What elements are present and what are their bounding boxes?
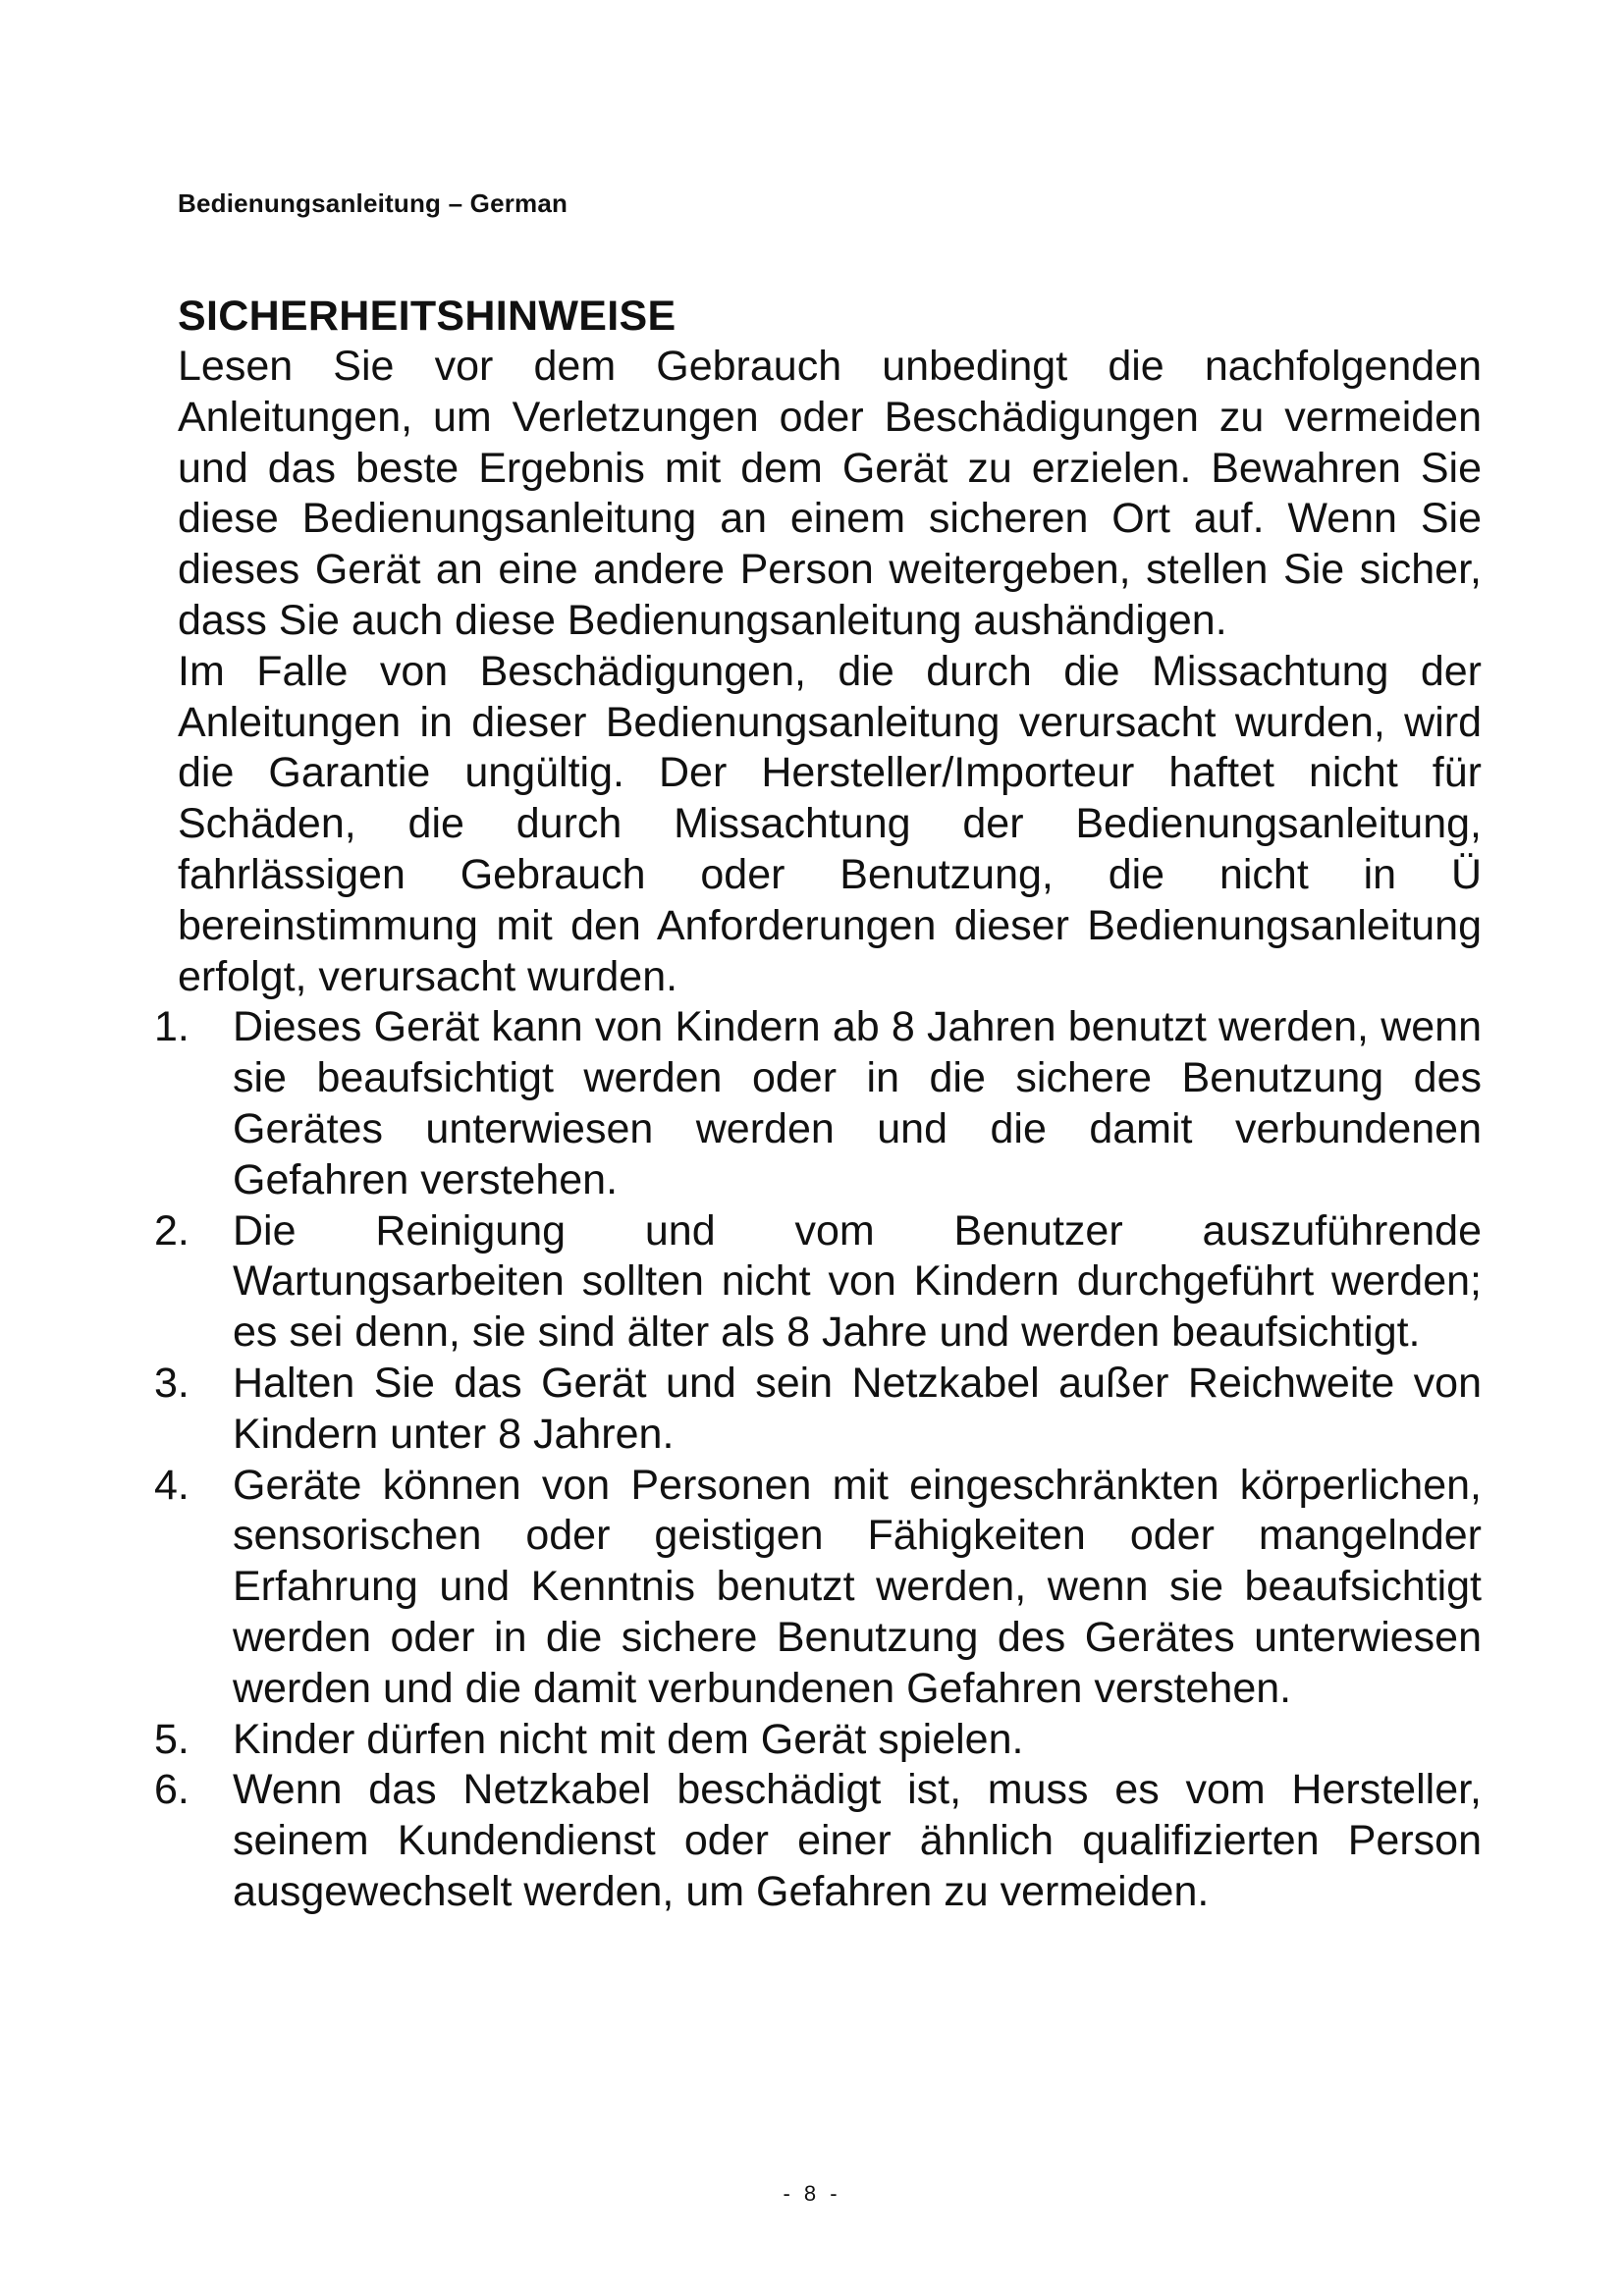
list-item bbox=[154, 1461, 1482, 1715]
list-item-text: Kinder dürfen nicht mit dem Gerät spielen. bbox=[233, 1715, 1024, 1763]
safety-list bbox=[154, 1002, 1482, 1917]
list-item-number: 5. bbox=[154, 1715, 189, 1763]
list-item bbox=[154, 1715, 1482, 1766]
page-number: - 8 - bbox=[783, 2181, 841, 2206]
safety-section bbox=[154, 291, 1482, 1918]
warranty-paragraph: Im Falle von Beschädigungen, die durch die Missachtung der Anleitungen in dieser Bedienungsanleitung verursacht wurden, wird die Garantie ungültig. Der Hersteller/Importeur haftet nicht für Schäden, die durch Missachtung der Bedienungsanleitung, fahrlässigen Gebrauch oder Benutzung, die nicht in Ü bereinstimmung mit den Anforderungen dieser Bedienungsanleitung erfolgt, verursacht wurden. bbox=[178, 647, 1482, 1000]
list-item-text: Wenn das Netzkabel beschädigt ist, muss es vom Hersteller, seinem Kundendienst oder einer ähnlich qualifizierten Person ausgewechselt werden, um Gefahren zu vermeiden. bbox=[233, 1766, 1482, 1915]
list-item-number: 6. bbox=[154, 1766, 189, 1814]
list-item-number: 3. bbox=[154, 1359, 189, 1407]
intro-paragraph: Lesen Sie vor dem Gebrauch unbedingt die nachfolgenden Anleitungen, um Verletzungen oder Beschädigungen zu vermeiden und das beste Ergebnis mit dem Gerät zu erzielen. Bewahren Sie diese Bedienungsanleitung an einem sicheren Ort auf. Wenn Sie dieses Gerät an eine andere Person weitergeben, stellen Sie sicher, dass Sie auch diese Bedienungsanleitung aushändigen. bbox=[178, 343, 1482, 644]
list-item-text: Halten Sie das Gerät und sein Netzkabel außer Reichweite von Kindern unter 8 Jahren. bbox=[233, 1359, 1482, 1458]
list-item-text: Die Reinigung und vom Benutzer auszuführende Wartungsarbeiten sollten nicht von Kindern durchgeführt werden; es sei denn, sie sind älter als 8 Jahre und werden beaufsichtigt. bbox=[233, 1206, 1482, 1357]
list-item-number: 2. bbox=[154, 1206, 189, 1255]
list-item-text: Geräte können von Personen mit eingeschränkten körperlichen, sensorischen oder geistigen Fähigkeiten oder mangelnder Erfahrung und Kenntnis benutzt werden, wenn sie beaufsichtigt werden oder in die sichere Benutzung des Gerätes unterwiesen werden und die damit verbundenen Gefahren verstehen. bbox=[233, 1461, 1482, 1712]
list-item-number: 1. bbox=[154, 1003, 189, 1051]
list-item bbox=[154, 1002, 1482, 1205]
list-item bbox=[154, 1765, 1482, 1917]
section-title: SICHERHEITSHINWEISE bbox=[178, 293, 677, 340]
document-header-label: Bedienungsanleitung – German bbox=[178, 188, 568, 218]
list-item-text: Dieses Gerät kann von Kindern ab 8 Jahren benutzt werden, wenn sie beaufsichtigt werden oder in die sichere Benutzung des Gerätes unterwiesen werden und die damit verbundenen Gefahren verstehen. bbox=[233, 1003, 1482, 1203]
list-item bbox=[154, 1359, 1482, 1461]
list-item-number: 4. bbox=[154, 1461, 189, 1509]
list-item bbox=[154, 1206, 1482, 1359]
